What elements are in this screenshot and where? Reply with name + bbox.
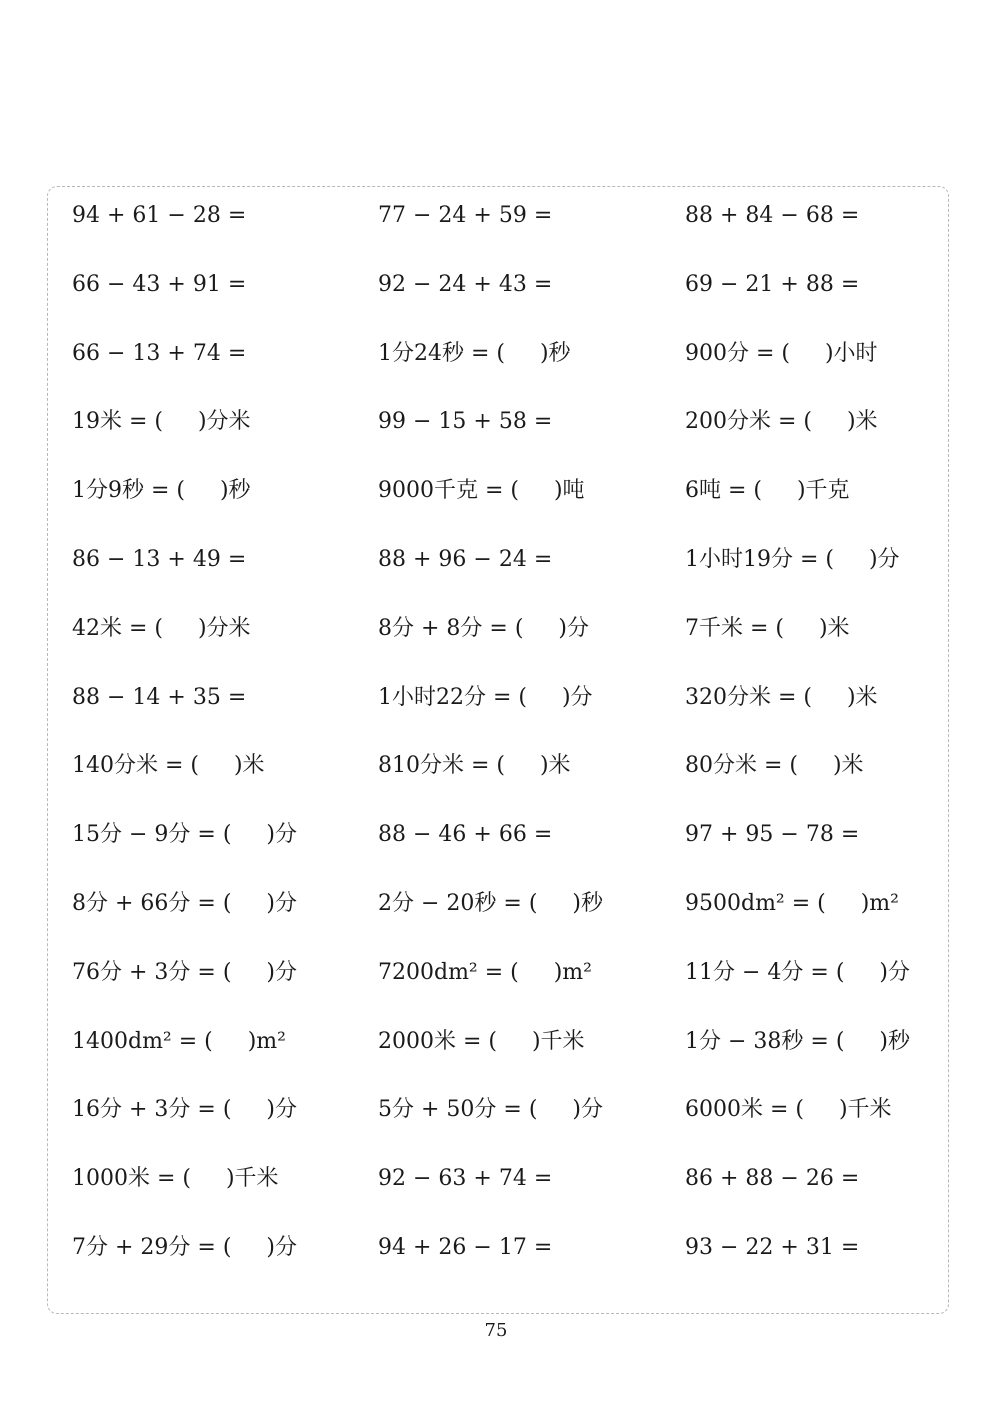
problem-item: 88 − 46 + 66 =	[378, 822, 553, 848]
problem-item: 42米 = ( )分米	[72, 615, 251, 641]
problem-item: 320分米 = ( )米	[685, 684, 878, 710]
problem-item: 92 − 24 + 43 =	[378, 271, 553, 297]
problem-item: 88 − 14 + 35 =	[72, 684, 247, 710]
problem-item: 9000千克 = ( )吨	[378, 478, 585, 504]
problem-item: 900分 = ( )小时	[685, 340, 878, 366]
problem-item: 1小时22分 = ( )分	[378, 684, 593, 710]
problem-item: 19米 = ( )分米	[72, 409, 251, 435]
problems-grid	[72, 193, 942, 1294]
problem-item: 86 − 13 + 49 =	[72, 546, 247, 572]
problem-item: 11分 − 4分 = ( )分	[685, 959, 910, 985]
problem-item: 16分 + 3分 = ( )分	[72, 1097, 297, 1123]
problem-item: 810分米 = ( )米	[378, 753, 571, 779]
problem-item: 1400dm² = ( )m²	[72, 1028, 286, 1054]
problem-item: 69 − 21 + 88 =	[685, 271, 860, 297]
problem-item: 8分 + 66分 = ( )分	[72, 890, 297, 916]
problem-item: 86 + 88 − 26 =	[685, 1166, 860, 1192]
problem-item: 7千米 = ( )米	[685, 615, 850, 641]
problem-item: 5分 + 50分 = ( )分	[378, 1097, 603, 1123]
problem-item: 80分米 = ( )米	[685, 753, 864, 779]
problem-item: 94 + 61 − 28 =	[72, 203, 247, 228]
problem-item: 97 + 95 − 78 =	[685, 822, 860, 848]
problem-item: 88 + 84 − 68 =	[685, 203, 860, 228]
problem-item: 8分 + 8分 = ( )分	[378, 615, 589, 641]
problem-item: 200分米 = ( )米	[685, 409, 878, 435]
problem-item: 93 − 22 + 31 =	[685, 1234, 860, 1260]
problem-item: 77 − 24 + 59 =	[378, 203, 553, 228]
problem-item: 140分米 = ( )米	[72, 753, 265, 779]
problem-item: 1分9秒 = ( )秒	[72, 478, 251, 504]
problem-item: 66 − 43 + 91 =	[72, 271, 247, 297]
problem-item: 1分24秒 = ( )秒	[378, 340, 571, 366]
problem-item: 15分 − 9分 = ( )分	[72, 822, 297, 848]
problem-item: 99 − 15 + 58 =	[378, 409, 553, 435]
problem-item: 1分 − 38秒 = ( )秒	[685, 1028, 910, 1054]
problem-item: 1000米 = ( )千米	[72, 1166, 279, 1192]
page-number: 75	[484, 1320, 508, 1341]
problem-item: 66 − 13 + 74 =	[72, 340, 247, 366]
problem-item: 2分 − 20秒 = ( )秒	[378, 890, 603, 916]
problem-item: 94 + 26 − 17 =	[378, 1234, 553, 1260]
problem-item: 6000米 = ( )千米	[685, 1097, 892, 1123]
problem-item: 2000米 = ( )千米	[378, 1028, 585, 1054]
problem-item: 76分 + 3分 = ( )分	[72, 959, 297, 985]
problem-item: 1小时19分 = ( )分	[685, 546, 900, 572]
problem-item: 9500dm² = ( )m²	[685, 890, 899, 916]
problem-item: 7分 + 29分 = ( )分	[72, 1234, 297, 1260]
problem-item: 7200dm² = ( )m²	[378, 959, 592, 985]
problem-item: 88 + 96 − 24 =	[378, 546, 553, 572]
problem-item: 6吨 = ( )千克	[685, 478, 850, 504]
problem-item: 92 − 63 + 74 =	[378, 1166, 553, 1192]
